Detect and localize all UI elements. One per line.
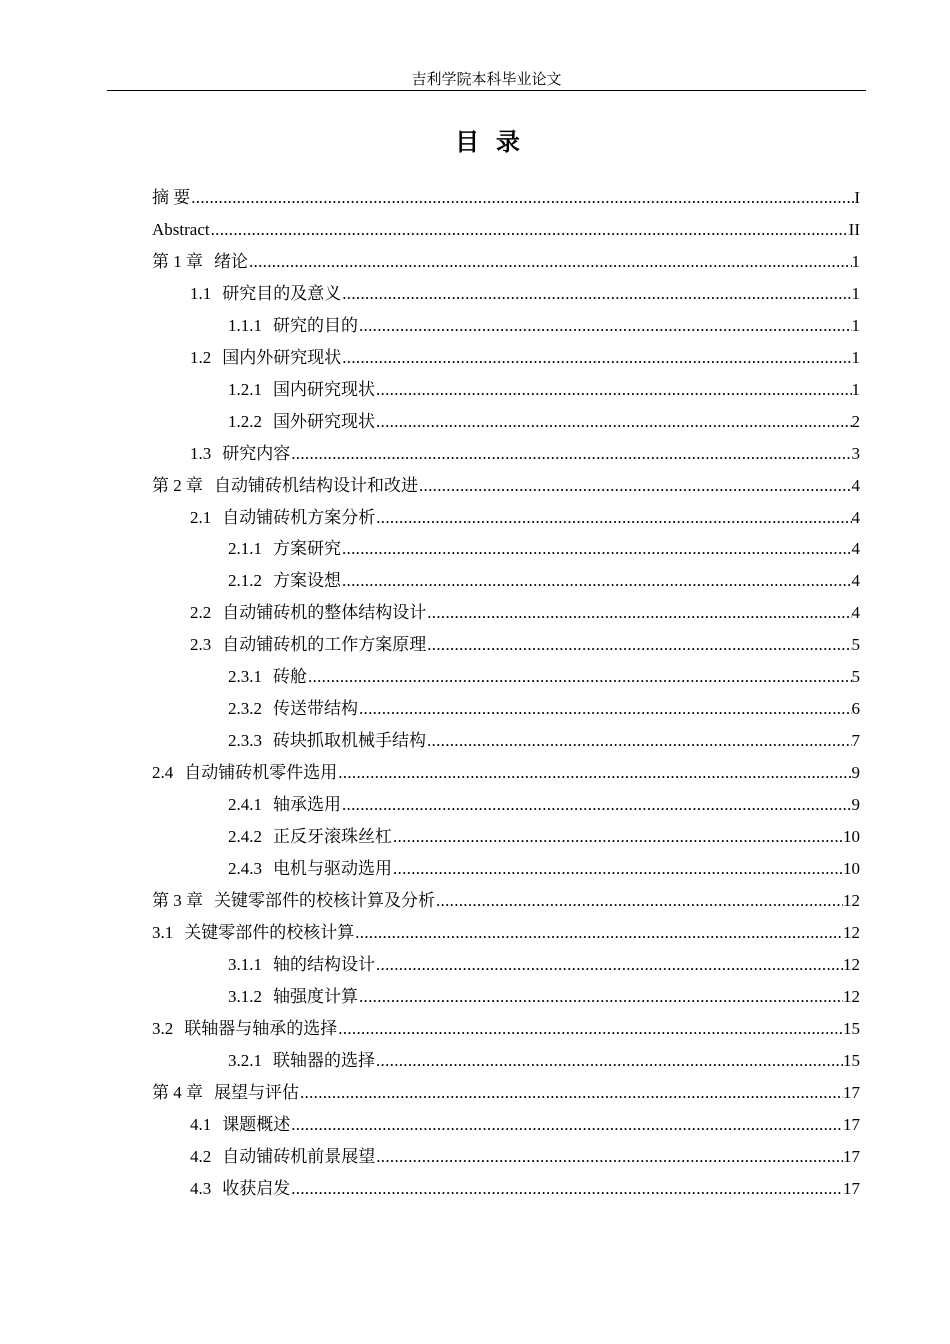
toc-entry[interactable] [152, 789, 860, 821]
toc-entry-page-number: 17 [843, 1146, 860, 1166]
toc-entry-page-number: 1 [851, 315, 860, 335]
toc-entry-label: 摘 要 [152, 188, 191, 207]
toc-entry[interactable] [152, 597, 860, 629]
toc-dot-leader [342, 278, 851, 310]
toc-entry-number: 第 4 章 [152, 1082, 203, 1102]
toc-dot-leader [342, 789, 852, 821]
toc-entry-label: 轴的结构设计 [273, 954, 375, 974]
toc-entry-page-number: 12 [843, 954, 860, 974]
toc-dot-leader [291, 1173, 843, 1205]
toc-entry-page-number: 15 [843, 1018, 860, 1038]
toc-dot-leader [427, 725, 852, 757]
toc-entry-label: 研究内容 [222, 443, 291, 463]
toc-entry-label: 轴强度计算 [273, 986, 358, 1006]
toc-entry-label: 方案研究 [273, 539, 341, 559]
toc-dot-leader [342, 342, 851, 374]
toc-entry-page-number: 17 [843, 1178, 860, 1198]
toc-entry-page-number: 4 [851, 603, 860, 623]
toc-entry-number: 1.3 [190, 443, 212, 463]
toc-entry-label: 方案设想 [273, 571, 341, 591]
toc-entry-number: 2.4.2 [228, 827, 262, 847]
toc-entry-number: 2.4.3 [228, 859, 262, 879]
toc-entry[interactable] [152, 885, 860, 917]
toc-entry[interactable] [152, 661, 860, 693]
toc-entry-page-number: 17 [843, 1082, 860, 1102]
toc-entry-label: 展望与评估 [214, 1082, 299, 1102]
toc-dot-leader [376, 406, 852, 438]
toc-dot-leader [376, 949, 843, 981]
toc-entry-page-number: I [854, 188, 860, 207]
toc-entry-number: 2.3 [190, 635, 212, 655]
toc-entry-page-number: 1 [851, 251, 860, 271]
toc-entry-number: 1.2 [190, 347, 212, 367]
toc-entry-number: 3.1 [152, 922, 174, 942]
toc-entry-label: Abstract [152, 219, 210, 239]
toc-entry[interactable] [152, 246, 860, 278]
toc-entry[interactable] [152, 310, 860, 342]
toc-dot-leader [249, 246, 852, 278]
toc-entry[interactable] [152, 438, 860, 470]
toc-entry-number: 2.4 [152, 763, 174, 783]
running-header: 吉利学院本科毕业论文 [411, 72, 562, 88]
toc-entry-page-number: 5 [851, 667, 860, 687]
toc-entry-page-number: 10 [843, 827, 860, 847]
toc-entry-label: 国内研究现状 [273, 379, 375, 399]
toc-dot-leader [291, 438, 851, 470]
toc-entry-label: 联轴器的选择 [273, 1050, 375, 1070]
toc-entry-page-number: 1 [851, 283, 860, 303]
toc-entry-number: 3.1.1 [228, 954, 262, 974]
toc-entry-number: 4.3 [190, 1178, 212, 1198]
toc-entry-page-number: 12 [843, 986, 860, 1006]
toc-entry-label: 课题概述 [222, 1114, 291, 1134]
toc-dot-leader [355, 917, 843, 949]
toc-entry-number: 1.2.2 [228, 411, 262, 431]
toc-entry[interactable] [152, 1109, 860, 1141]
toc-entry[interactable] [152, 981, 860, 1013]
toc-entry-label: 轴承选用 [273, 795, 341, 815]
toc-entry-page-number: 17 [843, 1114, 860, 1134]
toc-entry-label: 收获启发 [222, 1178, 291, 1198]
toc-entry[interactable] [152, 1077, 860, 1109]
toc-dot-leader [291, 1109, 843, 1141]
toc-dot-leader [342, 533, 852, 565]
toc-entry-number: 2.2 [190, 603, 212, 623]
toc-entry-number: 第 2 章 [152, 475, 203, 495]
toc-entry-label: 联轴器与轴承的选择 [184, 1018, 338, 1038]
toc-entry-page-number: 15 [843, 1050, 860, 1070]
toc-dot-leader [427, 629, 851, 661]
toc-dot-leader [308, 661, 852, 693]
toc-entry[interactable] [152, 182, 860, 214]
toc-entry[interactable] [152, 374, 860, 406]
toc-entry-page-number: 3 [851, 443, 860, 463]
toc-entry-page-number: 2 [851, 411, 860, 431]
toc-entry[interactable] [152, 470, 860, 502]
toc-dot-leader [359, 693, 852, 725]
toc-entry[interactable] [152, 1173, 860, 1205]
toc-dot-leader [376, 1141, 843, 1173]
toc-entry-label: 自动铺砖机前景展望 [222, 1146, 376, 1166]
toc-entry-label: 国外研究现状 [273, 411, 375, 431]
toc-dot-leader [393, 821, 843, 853]
header-rule [107, 90, 866, 91]
toc-dot-leader [191, 182, 854, 214]
toc-entry[interactable] [152, 629, 860, 661]
toc-entry-number: 第 1 章 [152, 251, 203, 271]
toc-entry-page-number: 5 [851, 635, 860, 655]
toc-entry-label: 砖块抓取机械手结构 [273, 731, 426, 751]
toc-entry[interactable] [152, 949, 860, 981]
toc-entry-number: 4.2 [190, 1146, 212, 1166]
toc-entry[interactable] [152, 342, 860, 374]
toc-entry-number: 2.3.1 [228, 667, 262, 687]
toc-entry-label: 自动铺砖机方案分析 [222, 507, 376, 527]
toc-dot-leader [376, 374, 852, 406]
toc-entry-label: 砖舱 [273, 667, 307, 687]
toc-entry-label: 关键零部件的校核计算 [184, 922, 355, 942]
toc-entry-page-number: 10 [843, 859, 860, 879]
toc-entry-number: 2.1 [190, 507, 212, 527]
toc-entry-page-number: 1 [851, 379, 860, 399]
toc-entry-label: 正反牙滚珠丝杠 [273, 827, 392, 847]
toc-dot-leader [338, 757, 851, 789]
toc-entry-number: 2.1.1 [228, 539, 262, 559]
toc-entry-number: 2.3.3 [228, 731, 262, 751]
toc-entry-number: 3.1.2 [228, 986, 262, 1006]
toc-entry-label: 传送带结构 [273, 699, 358, 719]
toc-entry[interactable] [152, 406, 860, 438]
toc-entry-page-number: 12 [843, 922, 860, 942]
toc-entry-number: 1.1 [190, 283, 212, 303]
toc-dot-leader [393, 853, 843, 885]
toc-entry[interactable] [152, 1141, 860, 1173]
toc-entry-label: 电机与驱动选用 [273, 859, 392, 879]
toc-entry-page-number: 4 [851, 507, 860, 527]
toc-entry-number: 2.1.2 [228, 571, 262, 591]
toc-entry-label: 关键零部件的校核计算及分析 [214, 890, 435, 910]
toc-entry[interactable] [152, 757, 860, 789]
toc-dot-leader [376, 502, 851, 534]
toc-entry[interactable] [152, 214, 860, 246]
toc-entry-page-number: 9 [851, 795, 860, 815]
toc-entry[interactable] [152, 725, 860, 757]
toc-dot-leader [436, 885, 843, 917]
toc-entry[interactable] [152, 917, 860, 949]
toc-entry-number: 2.4.1 [228, 795, 262, 815]
toc-entry-page-number: 7 [851, 731, 860, 751]
toc-entry-label: 自动铺砖机零件选用 [184, 763, 338, 783]
toc-entry-number: 4.1 [190, 1114, 212, 1134]
toc-entry[interactable] [152, 853, 860, 885]
toc-entry[interactable] [152, 533, 860, 565]
toc-dot-leader [300, 1077, 843, 1109]
toc-entry[interactable] [152, 565, 860, 597]
toc-entry-number: 1.1.1 [228, 315, 262, 335]
toc-dot-leader [211, 214, 849, 246]
toc-entry-label: 自动铺砖机的工作方案原理 [222, 635, 427, 655]
toc-entry-number: 第 3 章 [152, 890, 203, 910]
toc-entry-page-number: 9 [851, 763, 860, 783]
toc-entry-label: 自动铺砖机结构设计和改进 [214, 475, 418, 495]
toc-entry[interactable] [152, 1045, 860, 1077]
toc-entry[interactable] [152, 502, 860, 534]
toc-entry-page-number: 6 [851, 699, 860, 719]
toc-entry-number: 1.2.1 [228, 379, 262, 399]
toc-dot-leader [427, 597, 851, 629]
toc-dot-leader [376, 1045, 843, 1077]
toc-entry-page-number: 12 [843, 890, 860, 910]
toc-dot-leader [419, 470, 852, 502]
toc-entry-label: 研究的目的 [273, 315, 358, 335]
toc-entry-label: 绪论 [214, 251, 248, 271]
toc-entry-page-number: 4 [851, 475, 860, 495]
table-of-contents [152, 182, 860, 1205]
toc-entry-number: 3.2 [152, 1018, 174, 1038]
toc-dot-leader [359, 310, 852, 342]
toc-entry[interactable] [152, 821, 860, 853]
toc-entry-page-number: 4 [851, 571, 860, 591]
toc-dot-leader [338, 1013, 843, 1045]
toc-entry[interactable] [152, 693, 860, 725]
toc-entry-page-number: 4 [851, 539, 860, 559]
toc-entry[interactable] [152, 278, 860, 310]
toc-entry-label: 自动铺砖机的整体结构设计 [222, 603, 427, 623]
toc-entry-label: 国内外研究现状 [222, 347, 342, 367]
toc-dot-leader [342, 565, 852, 597]
toc-entry-label: 研究目的及意义 [222, 283, 342, 303]
toc-entry-number: 3.2.1 [228, 1050, 262, 1070]
toc-dot-leader [359, 981, 843, 1013]
toc-entry-page-number: II [848, 219, 860, 239]
toc-entry-page-number: 1 [851, 347, 860, 367]
toc-entry[interactable] [152, 1013, 860, 1045]
toc-title: 目 录 [455, 128, 520, 156]
toc-entry-number: 2.3.2 [228, 699, 262, 719]
